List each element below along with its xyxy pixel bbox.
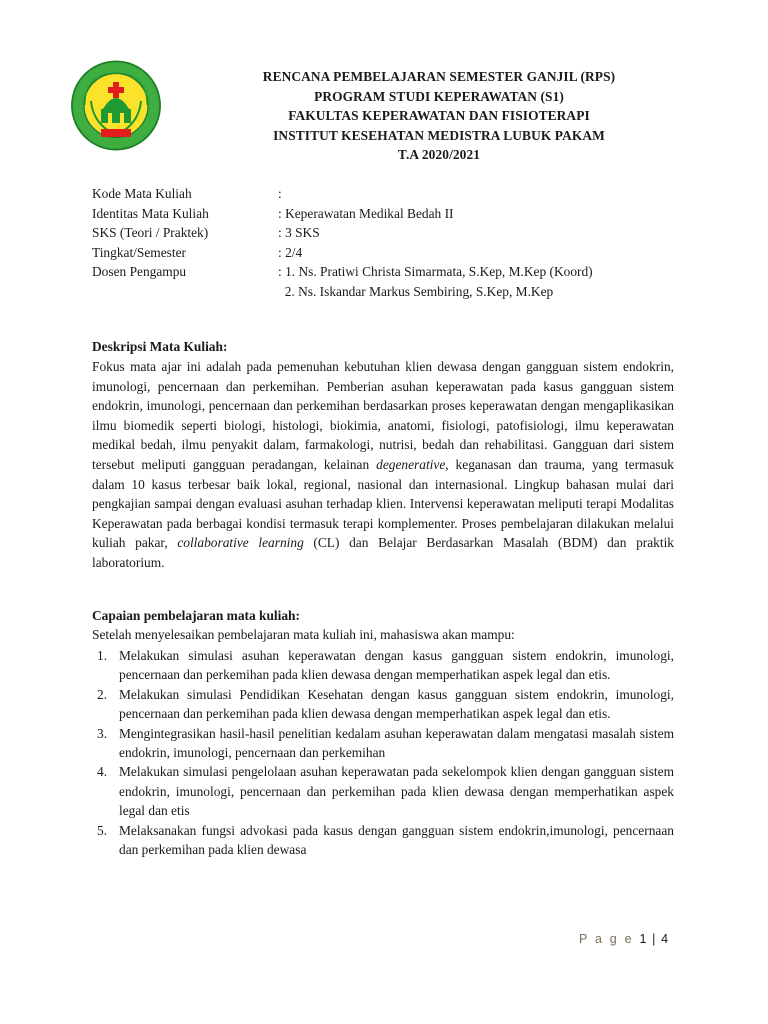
info-label: SKS (Teori / Praktek) [92,225,209,241]
page-footer [579,932,668,946]
list-text: Melaksanakan fungsi advokasi pada kasus dengan gangguan sistem endokrin,imunologi, pencernaan dan perkemihan pada klien dewasa [119,822,674,858]
info-label: Tingkat/Semester [92,244,186,260]
info-row-tingkat [92,243,593,263]
list-text: Melakukan simulasi pengelolaan asuhan keperawatan pada sekelompok klien dengan gangguan sistem endokrin, imunologi, pencernaan dan perkemihan pada klien dewasa dengan memperhatikan aspek legal dan etis [119,764,674,819]
institution-logo [63,59,169,152]
deskripsi-emphasis-2: collaborative learning [177,535,304,551]
deskripsi-text-1: Fokus mata ajar ini adalah pada pemenuhan kebutuhan klien dewasa dengan gangguan sistem endokrin, imunologi, pencernaan dan perkemihan. Pemberian asuhan keperawatan pada kasus gangguan sistem endokrin, imunologi, pencernaan dan perkemihan berdasarkan proses keperawatan dengan mengaplikasikan ilmu biomedik seperti biologi, histologi, biokimia, anatomi, fisiologi, patofisiologi, ilmu keperawatan medikal bedah, ilmu penyakit dalam, farmakologi, nutrisi, bedah dan rehabilitasi. Gangguan dari sistem tersebut meliputi gangguan peradangan, kelainan [92,359,674,472]
list-item [92,724,674,763]
page-total: 4 [661,932,669,946]
list-item [92,762,674,820]
info-label: Kode Mata Kuliah [92,186,192,201]
info-value: : 2/4 [278,244,303,260]
list-item [92,685,674,724]
list-text: Melakukan simulasi Pendidikan Kesehatan dengan kasus gangguan sistem endokrin, imunologi, pencernaan dan perkemihan pada klien dewasa dengan memperhatikan aspek legal dan etis. [119,686,674,722]
info-row-dosen [92,262,593,282]
header-line-2: PROGRAM STUDI KEPERAWATAN (S1) [314,88,564,104]
info-row-sks [92,223,593,243]
info-row-kode [92,184,593,204]
list-item [92,646,674,685]
list-item [92,821,674,860]
info-label: Dosen Pengampu [92,264,187,280]
page-word: P a g e [579,932,634,946]
capaian-title: Capaian pembelajaran mata kuliah: [92,608,300,623]
info-row-dosen-2 [92,282,593,302]
header-line-1: RENCANA PEMBELAJARAN SEMESTER GANJIL (RPS) [262,69,616,84]
capaian-list [92,646,674,859]
list-number: 1. [97,648,108,663]
list-number: 5. [97,822,108,838]
deskripsi-emphasis-1: degenerative [376,456,446,472]
info-value: : Keperawatan Medikal Bedah II [278,205,454,221]
info-label: Identitas Mata Kuliah [92,205,209,221]
info-value: : [278,186,282,201]
list-number: 3. [97,725,108,741]
header-line-5: T.A 2020/2021 [397,147,481,162]
list-number: 4. [97,764,108,780]
page-current: 1 [639,932,647,946]
list-text: Melakukan simulasi asuhan keperawatan dengan kasus gangguan sistem endokrin, imunologi, pencernaan dan perkemihan pada klien dewasa dengan memperhatikan aspek legal dan etis. [119,648,674,683]
document-header [200,67,678,165]
deskripsi-text-2: , keganasan dan trauma, yang termasuk dalam 10 kasus terbesar baik lokal, regional, nasional dan internasional. Lingkup bahasan mulai dari pengkajian sampai dengan evaluasi asuhan terhadap klien. Intervensi keperawatan meliputi terapi Modalitas Keperawatan pada berbagai kondisi termasuk terapi komplementer. Proses pembelajaran dilakukan melalui kuliah pakar, [92,456,674,551]
deskripsi-text-3: (CL) dan Belajar Berdasarkan Masalah (BDM) dan praktik laboratorium. [92,535,674,570]
deskripsi-title: Deskripsi Mata Kuliah: [92,339,228,354]
capaian-intro: Setelah menyelesaikan pembelajaran mata kuliah ini, mahasiswa akan mampu: [92,627,515,642]
info-row-identitas [92,204,593,224]
info-value: : 3 SKS [278,225,320,241]
info-value: 2. Ns. Iskandar Markus Sembiring, S.Kep, M.Kep [278,283,554,299]
list-text: Mengintegrasikan hasil-hasil penelitian kedalam asuhan keperawatan dalam mengatasi masalah sistem endokrin, imunologi, pencernaan dan perkemihan [119,725,674,761]
list-number: 2. [97,686,108,702]
page-separator: | [652,932,656,946]
deskripsi-paragraph [92,357,674,573]
header-line-4: INSTITUT KESEHATAN MEDISTRA LUBUK PAKAM [273,127,605,143]
info-label [92,282,278,302]
header-line-3: FAKULTAS KEPERAWATAN DAN FISIOTERAPI [288,108,590,123]
info-value: : 1. Ns. Pratiwi Christa Simarmata, S.Kep, M.Kep (Koord) [278,264,593,280]
course-info [92,184,593,302]
